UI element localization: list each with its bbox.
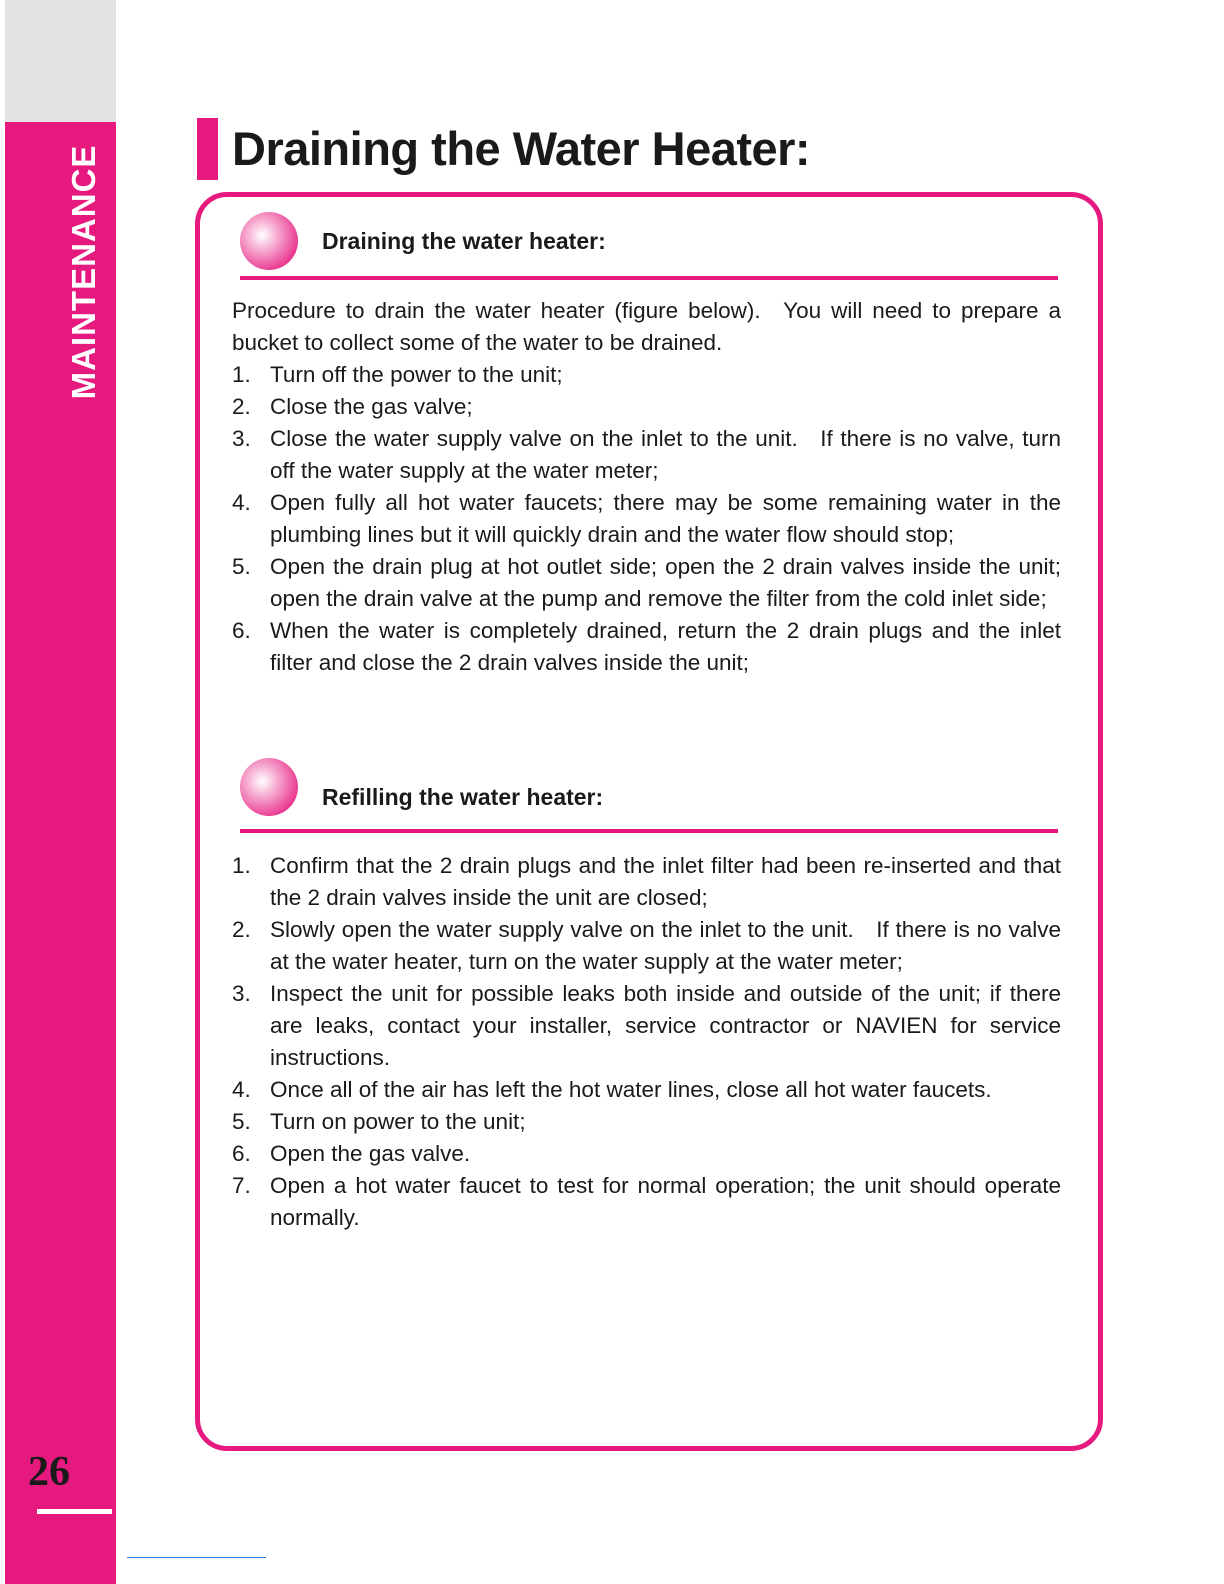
sidebar-top-block	[5, 0, 116, 122]
page-title: Draining the Water Heater:	[232, 122, 811, 175]
title-marker	[197, 118, 218, 180]
list-item	[232, 1106, 1061, 1138]
step-number: 6.	[232, 1141, 251, 1166]
list-item	[232, 423, 1061, 487]
section-bullet-icon	[240, 758, 298, 816]
list-item	[232, 359, 1061, 391]
draining-steps	[232, 359, 1061, 679]
step-text: Open a hot water faucet to test for normal operation; the unit should operate normally.	[270, 1173, 1061, 1230]
step-text: Close the water supply valve on the inlet to the unit. If there is no valve, turn off the water supply at the water meter;	[270, 426, 1061, 483]
step-text: Confirm that the 2 drain plugs and the inlet filter had been re-inserted and that the 2 drain valves inside the unit are closed;	[270, 853, 1061, 910]
step-text: Inspect the unit for possible leaks both inside and outside of the unit; if there are leaks, contact your installer, service contractor or NAVIEN for service instructions.	[270, 981, 1061, 1070]
refilling-rule	[240, 829, 1058, 833]
step-text: Open fully all hot water faucets; there may be some remaining water in the plumbing lines but it will quickly drain and the water flow should stop;	[270, 490, 1061, 547]
step-number: 7.	[232, 1173, 251, 1198]
list-item	[232, 850, 1061, 914]
step-text: Close the gas valve;	[270, 394, 473, 419]
page-number-rule	[37, 1509, 112, 1514]
step-number: 2.	[232, 394, 251, 419]
list-item	[232, 914, 1061, 978]
list-item	[232, 615, 1061, 679]
list-item	[232, 1170, 1061, 1234]
refilling-steps	[232, 850, 1061, 1234]
draining-heading: Draining the water heater:	[322, 228, 606, 254]
list-item	[232, 1074, 1061, 1106]
step-text: Turn off the power to the unit;	[270, 362, 563, 387]
list-item	[232, 1138, 1061, 1170]
step-text: Open the gas valve.	[270, 1141, 471, 1166]
list-item	[232, 391, 1061, 423]
list-item	[232, 487, 1061, 551]
step-text: Once all of the air has left the hot water lines, close all hot water faucets.	[270, 1077, 992, 1102]
step-number: 5.	[232, 1109, 251, 1134]
step-number: 1.	[232, 362, 251, 387]
step-text: Open the drain plug at hot outlet side; open the 2 drain valves inside the unit; open the drain valve at the pump and remove the filter from the cold inlet side;	[270, 554, 1061, 611]
step-number: 3.	[232, 426, 251, 451]
draining-rule	[240, 276, 1058, 280]
step-number: 3.	[232, 981, 251, 1006]
list-item	[232, 978, 1061, 1074]
draining-intro: Procedure to drain the water heater (figure below). You will need to prepare a bucket to collect some of the water to be drained.	[232, 298, 1061, 355]
step-text: When the water is completely drained, return the 2 drain plugs and the inlet filter and close the 2 drain valves inside the unit;	[270, 618, 1061, 675]
section-label: MAINTENANCE	[65, 144, 102, 400]
refilling-heading: Refilling the water heater:	[322, 784, 604, 810]
footer-line	[127, 1557, 266, 1558]
step-text: Turn on power to the unit;	[270, 1109, 526, 1134]
section-bullet-icon	[240, 212, 298, 270]
step-number: 4.	[232, 1077, 251, 1102]
step-number: 1.	[232, 853, 251, 878]
step-number: 5.	[232, 554, 251, 579]
step-number: 2.	[232, 917, 251, 942]
step-text: Slowly open the water supply valve on the inlet to the unit. If there is no valve at the water heater, turn on the water supply at the water meter;	[270, 917, 1061, 974]
list-item	[232, 551, 1061, 615]
page-number: 26	[28, 1449, 70, 1495]
step-number: 4.	[232, 490, 251, 515]
step-number: 6.	[232, 618, 251, 643]
